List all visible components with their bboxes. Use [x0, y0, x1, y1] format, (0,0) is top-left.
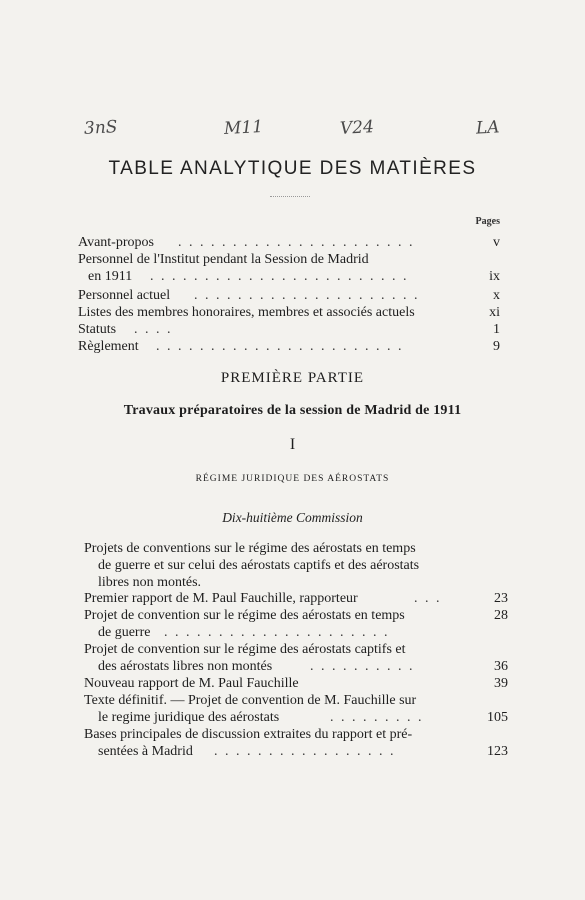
toc-entry — [78, 251, 500, 285]
leader-dots: . . . . . . . . . . — [310, 659, 415, 674]
toc-entry-label-cont: en 1911 — [88, 269, 133, 284]
leader-dots: . . . . . . . . . . . . . . . . . . . . . . . . — [150, 269, 409, 284]
toc-entry-page: xi — [489, 305, 500, 320]
toc-entry-label: Bases principales de discussion extraites du rapport et pré- — [84, 727, 413, 742]
toc-entry — [84, 692, 508, 726]
toc-entry-page: 105 — [487, 710, 508, 725]
title-ornament — [270, 196, 310, 197]
toc-entry-label-cont: sentées à Madrid — [98, 744, 193, 759]
toc-entry-label-cont: le regime juridique des aérostats — [98, 710, 280, 725]
toc-entry-label: Personnel de l'Institut pendant la Session de Madrid — [78, 252, 369, 267]
toc-entry — [84, 726, 508, 760]
section-title: RÉGIME JURIDIQUE DES AÉROSTATS — [195, 474, 390, 484]
toc-entry-label: Texte définitif. — Projet de convention de M. Fauchille sur — [84, 693, 417, 708]
toc-entry-label: Règlement — [78, 339, 139, 354]
toc-entry-page: 36 — [494, 659, 508, 674]
toc-entry-label: Nouveau rapport de M. Paul Fauchille — [84, 676, 299, 691]
leader-dots: . . . . . . . . . . . . . . . . . . . . . . . — [156, 339, 404, 354]
toc-entry-label: Avant-propos — [78, 235, 154, 250]
toc-entry-page: ix — [489, 269, 500, 284]
leader-dots: . . . . . . . . . — [330, 710, 424, 725]
leader-dots: . . . — [414, 591, 442, 606]
toc-entry-page: 23 — [494, 591, 508, 606]
toc-entry-label-cont: de guerre — [98, 625, 151, 640]
toc-entry-page: x — [493, 288, 500, 303]
handwritten-mark: 3nS — [83, 117, 118, 139]
toc-entry-page: 28 — [494, 608, 508, 623]
page-title: TABLE ANALYTIQUE DES MATIÈRES — [108, 158, 477, 179]
toc-entry-page: v — [493, 235, 500, 250]
toc-entry-label-cont: libres non montés. — [98, 575, 202, 590]
toc-entry — [78, 287, 500, 304]
handwritten-mark: LA — [475, 117, 501, 139]
toc-entry-page: 1 — [493, 322, 500, 337]
handwritten-mark: V24 — [339, 117, 375, 139]
toc-entry — [84, 607, 508, 641]
toc-entry — [78, 321, 500, 338]
toc-entry-label: Statuts — [78, 322, 117, 337]
leader-dots: . . . . . . . . . . . . . . . . . . . . . — [164, 625, 390, 640]
toc-entry-page: 39 — [494, 676, 508, 691]
toc-entry-label: Personnel actuel — [78, 288, 171, 303]
commission-title: Dix-huitième Commission — [222, 510, 363, 525]
toc-entry — [78, 234, 500, 251]
part-subtitle: Travaux préparatoires de la session de Madrid de 1911 — [123, 403, 462, 418]
toc-entry — [84, 641, 508, 675]
toc-entry-label-cont: des aérostats libres non montés — [98, 659, 273, 674]
toc-entry-page: 9 — [493, 339, 500, 354]
toc-entry-page: 123 — [487, 744, 508, 759]
leader-dots: . . . . . . . . . . . . . . . . . . . . . . — [178, 235, 415, 250]
toc-entry-label: Projet de convention sur le régime des aérostats captifs et — [84, 642, 406, 657]
leader-dots: . . . . . . . . . . . . . . . . . — [214, 744, 396, 759]
toc-entry — [84, 675, 508, 692]
toc-entry-label: Projets de conventions sur le régime des aérostats en temps — [84, 541, 416, 556]
leader-dots: . . . . . . . . . . . . . . . . . . . . . — [194, 288, 420, 303]
toc-entry — [84, 590, 508, 607]
toc-entry-label: Listes des membres honoraires, membres et associés actuels — [78, 305, 415, 320]
toc-entry — [78, 338, 500, 355]
toc-entry — [78, 304, 500, 321]
handwritten-mark: M11 — [223, 116, 264, 140]
part-title: PREMIÈRE PARTIE — [220, 370, 365, 386]
toc-entry — [84, 540, 508, 591]
toc-entry-label: Premier rapport de M. Paul Fauchille, rapporteur — [84, 591, 358, 606]
chapter-number: I — [289, 436, 296, 453]
leader-dots: . . . . — [134, 322, 173, 337]
toc-entry-label-cont: de guerre et sur celui des aérostats captifs et des aérostats — [98, 558, 420, 573]
pages-column-label: Pages — [475, 216, 500, 227]
toc-entry-label: Projet de convention sur le régime des aérostats en temps — [84, 608, 405, 623]
